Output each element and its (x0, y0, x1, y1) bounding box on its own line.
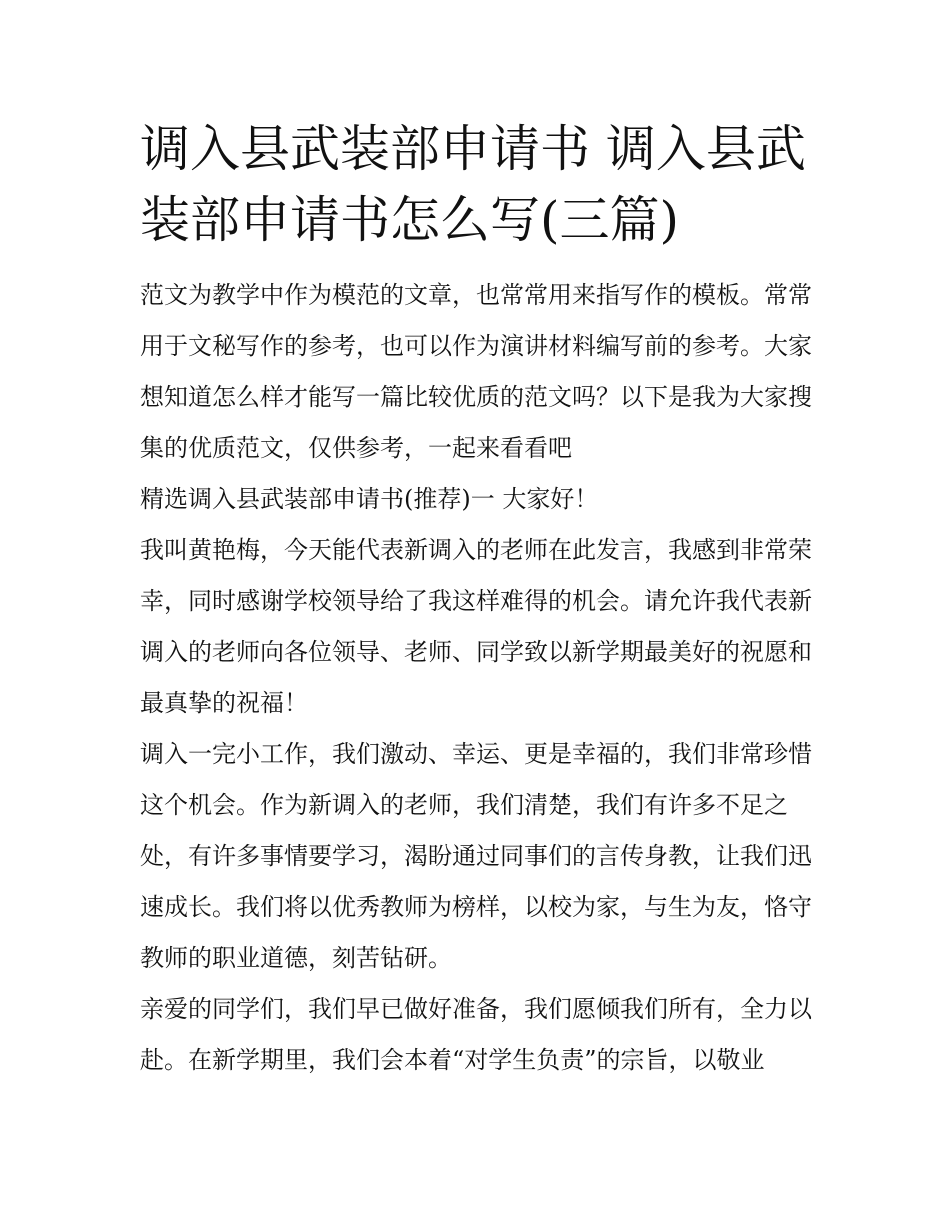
paragraph-to-students: 亲爱的同学们，我们早已做好准备，我们愿倾我们所有，全力以赴。在新学期里，我们会本着“对学生负责”的宗旨，以敬业 (140, 995, 812, 1074)
paragraph-section-heading: 精选调入县武装部申请书(推荐)一 大家好！ (140, 485, 599, 513)
document-title: 调入县武装部申请书 调入县武装部申请书怎么写(三篇) (140, 120, 806, 249)
paragraph-self-introduction: 我叫黄艳梅，今天能代表新调入的老师在此发言，我感到非常荣幸，同时感谢学校领导给了我这样难得的机会。请允许我代表新调入的老师向各位领导、老师、同学致以新学期最美好的祝愿和最真挚的祝福！ (140, 536, 812, 717)
paragraph-commitment: 调入一完小工作，我们激动、幸运、更是幸福的，我们非常珍惜这个机会。作为新调入的老师，我们清楚，我们有许多不足之处，有许多事情要学习，渴盼通过同事们的言传身教，让我们迅速成长。我们将以优秀教师为榜样，以校为家，与生为友，恪守教师的职业道德，刻苦钻研。 (140, 740, 812, 972)
document-body (140, 114, 812, 1086)
paragraph-intro: 范文为教学中作为模范的文章，也常常用来指写作的模板。常常用于文秘写作的参考，也可以作为演讲材料编写前的参考。大家想知道怎么样才能写一篇比较优质的范文吗？以下是我为大家搜集的优质范文，仅供参考，一起来看看吧 (140, 281, 812, 462)
